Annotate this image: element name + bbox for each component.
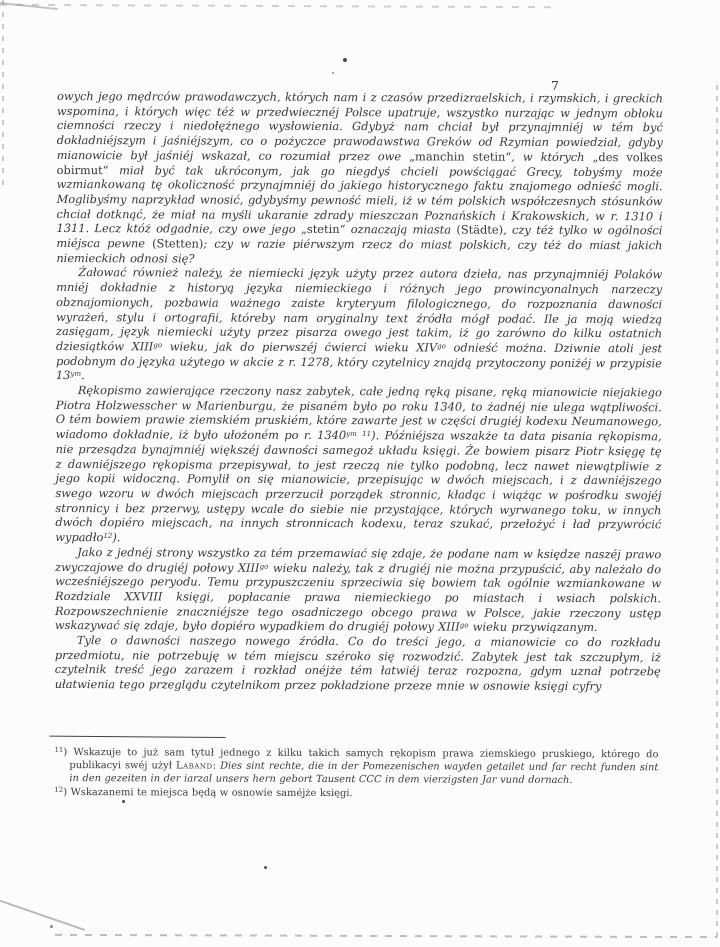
text-segment: „des volkes obirmut“ (56, 149, 663, 177)
footnote-separator (50, 736, 226, 738)
text-segment: wieku należy, tak z drugiéj nie można przypuścić, aby należało do wcześniéjszego peryodu. Temu przypuszczeniu sprzeciwia się bowiem tak ogólnie wzmiankowane w Rozdziale XXVIII księgi, popłacanie prawa niemieckiego po miastach i wsiach polskich. Rozpowszechnienie znaczniéjsze tego osadniczego obcego prawa w Polsce, jakie rzeczony ustęp wskazywać się zdaje, było dopiéro wypadkiem do drugiéj połowy XIII (54, 560, 662, 634)
text-segment: 12 (103, 531, 113, 541)
text-segment: go (459, 620, 469, 630)
page-number: 7 (551, 78, 559, 93)
text-segment: wieku, jak do pierwszéj ćwierci wieku XIV (162, 339, 438, 355)
text-segment: ym (346, 429, 357, 439)
text-segment: , w których (511, 149, 593, 164)
body-text (55, 89, 663, 694)
footnote (54, 786, 658, 802)
text-segment: : (212, 760, 221, 772)
text-segment: oznaczają miasta (345, 222, 457, 237)
text-segment: (Städte) (456, 222, 504, 238)
footnote-marker-paren: ) (63, 786, 71, 798)
text-segment: go (153, 340, 163, 350)
text-segment: ). (112, 530, 121, 545)
text-segment: go (437, 341, 446, 351)
text-segment: „manchin stetin“ (409, 149, 512, 164)
paragraph (56, 265, 662, 385)
paragraph (56, 89, 663, 268)
text-segment: owych jego mędrców prawodawczych, których nam i z czasów przedizraelskich, i rzymskich, i greckich wspomina, i których więc téż w przedwiecznéj Polsce upatruje, wszystko nurzając w jednym obłoku ciemności rzeczy i niedołężnego wysłowienia. Gdybyż nam chciał był przynajmniéj w tém być dokładniéjszym i jaśniéjszym, co o pożyczce prawodawstwa Greków od Rzymian powiedział, gdyby mianowicie był jaśniéj wskazał, co rozumiał przez owe (56, 88, 663, 164)
text-segment: Żałować również należy, że niemiecki język użyty przez autora dzieła, nas przynajmniéj Polaków mniéj dokładnie z historyą języka niemieckiego i różnych jego prowincyonalnych narzeczy obznajomionych, pozbawia ważnego zaiste kryteryum filologicznego, do rozpoznania dawności wyrażeń, stylu i ortografii, któreby nam oryginalny text źródła mógł podać. Ile ja moją wiedzą zasięgam, język niemiecki użyty przez pisarza owego jest takim, iż go zarówno do kilku ostatnich dziesiątków XIII (55, 265, 663, 354)
text-segment: Rękopismo zawierające rzeczony nasz zabytek, całe jedną ręką pisane, ręką mianowicie niejakiego Piotra Holzwesscher w Marienburgu, że pisaném było po roku 1340, to żadnéj nie ulega wątpliwości. O tém bowiem prawie ziemskiém pruskiém, które zawarte jest w części drugiéj kodexu Neumanowego, wiadomo dokładnie, iż było ułożoném po r. 1340 (55, 383, 662, 443)
text-segment: wieku przywiązanym. (468, 619, 598, 635)
text-segment: Tyle o dawności naszego nowego źródła. Co do treści jego, a mianowicie co do rozkładu przedmiotu, nie potrzebuję w tém miejscu széroko się rozwodzić. Zabytek jest tak szczupłym, iż czytelnik treść jego zarazem i rozkład onéjże tém łatwiéj teraz rozpozna, gdym uznał potrzebę ułatwienia tego przeglądu czytelnikom przez pokładzione przeze mnie w osnowie księgi cyfry (54, 633, 661, 694)
text-segment: miał być tak ukróconym, jak go niegdyś chcieli powściągać Grecy, tobyśmy może wzmiankowaną tę okoliczność przynajmniéj do jakiego historycznego faktu znajomego odnieść mogli. Moglibyśmy naprzykład wnosić, gdybyśmy pewność mieli, iż w tém polskich współczesnych stósunków chciał dotknąć, że miał na myśli ukaranie zdrady mieszczan Poznańskich i Krakowskich, w r. 1310 i 1311. Lecz któż odgadnie, czy owe jego (56, 162, 663, 237)
footnote-marker-paren: ) (63, 747, 74, 759)
text-segment: . (81, 368, 85, 383)
footnote-marker: 12 (54, 785, 64, 794)
paragraph (55, 633, 661, 694)
paragraph (55, 383, 662, 547)
text-segment: odnieść można. Dziwnie atoli jest podobnym do języka użytego w akcie z r. 1278, który czytelnicy znajdą przytoczony poniżéj w przypisie 13 (55, 340, 663, 383)
footnote (54, 746, 658, 788)
text-segment: „stetin“ (300, 222, 346, 237)
text-segment: Wskazuje to już sam tytuł jednego z kilku takich samych rękopism prawa ziemskiego pruskiego, którego do publikacyi swéj użył (69, 747, 659, 772)
footnote-marker: 11 (54, 745, 64, 754)
text-segment: Jako z jednéj strony wszystko za tém przemawiać się zdaje, że podane nam w księdze naszéj prawo zwyczajowe do drugiéj połowy XIII (55, 544, 662, 575)
footnotes (54, 746, 658, 801)
text-segment: 11 (362, 429, 372, 439)
text-segment: (Stetten) (152, 236, 204, 251)
text-segment: Dies sint rechte, die in der Pomezenischen wayden getailet und far recht funden sint in den gezeiten in der iarzal unsers hern gebort Tausent CCC in dem vierzigsten Jar vund dornach. (69, 760, 659, 787)
text-segment: ym (70, 369, 82, 379)
text-segment: go (259, 561, 269, 571)
text-segment: Wskazanemi te miejsca będą w osnowie saméjże księgi. (70, 786, 353, 799)
text-segment: ). Późniéjsza wszakże ta data pisania rękopisma, nie przesądza bynajmniéj większéj dawności samegoż układu księgi. Że bowiem pisarz Piotr księgę tę z dawniéjszego rękopisma przepisywał, to jest rzeczą nie tylko podobną, lecz nawet niewątpliwie z jego kopii widoczną. Pomylił on się mianowicie, przepisując w dwóch miejscach, i z dawniéjszego swego wzoru w dwóch miejscach przerzucił porządek stronnic, kładąc i wiążąc w pośrodku swojéj stronnicy i bez przerwy, ustępy wcale do siebie nie przystające, których wyrwanego toku, w innych dwóch dopiéro miejscach, na innych stronnicach kodexu, teraz szukać, przełożyć i ład przywrócić wypadło (55, 428, 662, 545)
text-segment: Laband (176, 760, 213, 772)
paragraph (55, 545, 661, 636)
text-segment: , czy téż tylko w ogólności miéjsca pewne (56, 223, 663, 251)
text-segment: ; czy w razie piérwszym rzecz do miast polskich, czy téż do miast jakich niemieckich odnosi się? (56, 236, 663, 266)
